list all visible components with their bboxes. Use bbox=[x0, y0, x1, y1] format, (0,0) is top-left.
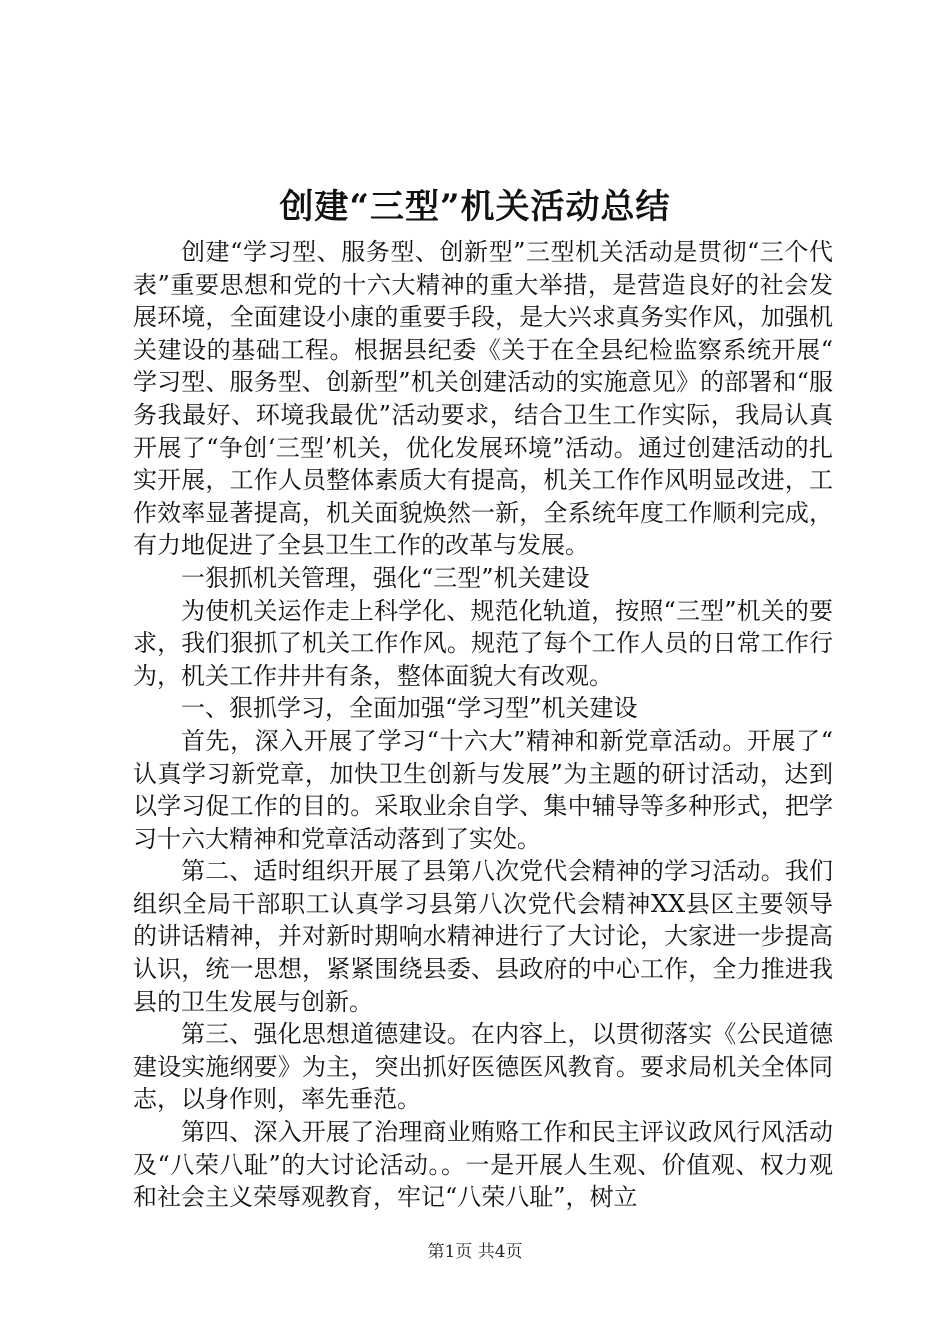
management-paragraph: 为使机关运作走上科学化、规范化轨道，按照“三型”机关的要求，我们狠抓了机关工作作风。规范了每个工作人员的日常工作行为，机关工作井井有条，整体面貌大有改观。 bbox=[133, 596, 833, 690]
study-paragraph-first: 首先，深入开展了学习“十六大”精神和新党章活动。开展了“认真学习新党章，加快卫生创新与发展”为主题的研讨活动，达到以学习促工作的目的。采取业余自学、集中辅导等多种形式，把学习十六大精神和党章活动落到了实处。 bbox=[133, 726, 833, 853]
study-paragraph-second: 第二、适时组织开展了县第八次党代会精神的学习活动。我们组织全局干部职工认真学习县第八次党代会精神XX县区主要领导的讲话精神，并对新时期响水精神进行了大讨论，大家进一步提高认识，统一思想，紧紧围绕县委、县政府的中心工作，全力推进我县的卫生发展与创新。 bbox=[133, 857, 833, 1016]
study-paragraph-third: 第三、强化思想道德建设。在内容上，以贯彻落实《公民道德建设实施纲要》为主，突出抓好医德医风教育。要求局机关全体同志，以身作则，率先垂范。 bbox=[133, 1020, 833, 1114]
section-heading-study: 一、狠抓学习，全面加强“学习型”机关建设 bbox=[181, 694, 638, 723]
study-paragraph-fourth: 第四、深入开展了治理商业贿赂工作和民主评议政风行风活动及“八荣八耻”的大讨论活动。。一是开展人生观、价值观、权力观和社会主义荣辱观教育，牢记“八荣八耻”，树立 bbox=[133, 1118, 833, 1212]
document-body bbox=[133, 236, 833, 1214]
page-footer: 第1页 共4页 bbox=[427, 1242, 523, 1262]
intro-paragraph: 创建“学习型、服务型、创新型”三型机关活动是贯彻“三个代表”重要思想和党的十六大精神的重大举措，是营造良好的社会发展环境，全面建设小康的重要手段，是大兴求真务实作风，加强机关建设的基础工程。根据县纪委《关于在全县纪检监察系统开展“学习型、服务型、创新型”机关创建活动的实施意见》的部署和“服务我最好、环境我最优”活动要求，结合卫生工作实际，我局认真开展了“争创‘三型’机关，优化发展环境”活动。通过创建活动的扎实开展，工作人员整体素质大有提高，机关工作作风明显改进，工作效率显著提高，机关面貌焕然一新，全系统年度工作顺利完成，有力地促进了全县卫生工作的改革与发展。 bbox=[133, 238, 833, 560]
section-heading-management: 一狠抓机关管理，强化“三型”机关建设 bbox=[181, 563, 590, 592]
document-title: 创建“三型”机关活动总结 bbox=[279, 187, 671, 227]
